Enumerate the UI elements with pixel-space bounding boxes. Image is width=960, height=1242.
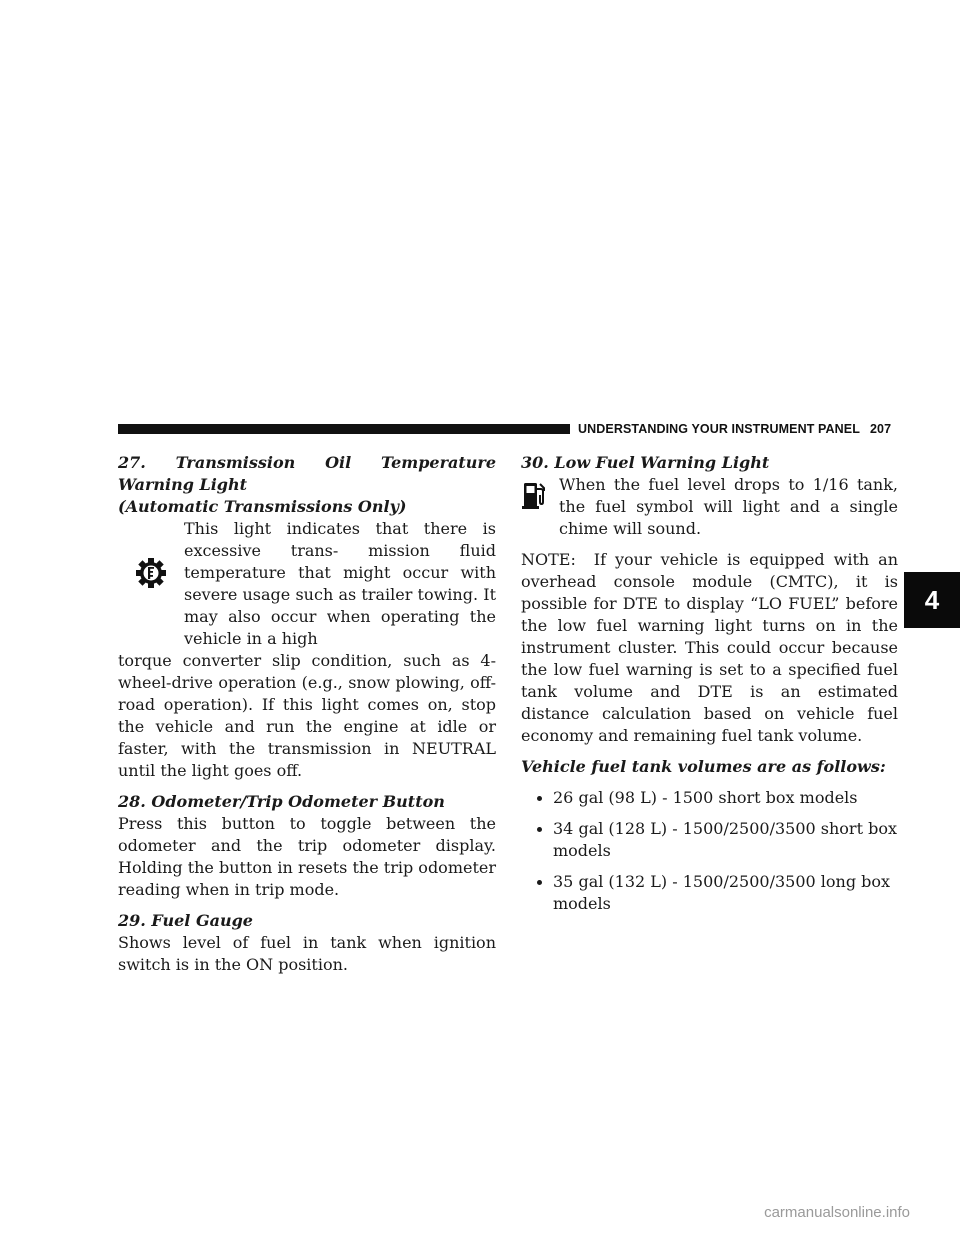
fuel-pump-icon xyxy=(521,474,559,540)
left-column xyxy=(118,452,496,976)
right-column xyxy=(521,452,898,915)
page-number: 207 xyxy=(869,422,892,436)
tank-volumes-list xyxy=(521,787,898,915)
item28-body: Press this button to toggle between the odometer and the trip odometer display. Holding the button in resets the trip odometer reading when in trip mode. xyxy=(118,814,496,899)
chapter-tab: 4 xyxy=(904,572,960,628)
list-item: 35 gal (132 L) - 1500/2500/3500 long box models xyxy=(521,871,898,915)
item27-icon-block xyxy=(118,518,496,650)
item27-body-beside-icon: This light indicates that there is excessive trans- mission fluid temperature that might occur with severe usage such as trailer towing. It may also occur when operating the vehicle in a high xyxy=(184,519,496,648)
header-rule xyxy=(118,424,570,434)
note-label: NOTE: xyxy=(521,550,576,569)
note-text: If your vehicle is equipped with an overhead console module (CMTC), it is possible for DTE to display “LO FUEL” before the low fuel warning light turns on in the instrument cluster. This could occur because the low fuel warning is set to a specified fuel tank volume and DTE is an estimated distance calculation based on vehicle fuel economy and remaining fuel tank volume. xyxy=(521,550,898,745)
watermark: carmanualsonline.info xyxy=(764,1204,910,1221)
footer xyxy=(0,1204,960,1228)
item29-body: Shows level of fuel in tank when ignition switch is in the ON position. xyxy=(118,933,496,974)
running-head xyxy=(578,422,891,438)
item30-body-beside-icon: When the fuel level drops to 1/16 tank, the fuel symbol will light and a single chime will sound. xyxy=(559,475,898,538)
transmission-temperature-icon xyxy=(118,518,184,628)
list-item: 26 gal (98 L) - 1500 short box models xyxy=(521,787,898,809)
note-paragraph xyxy=(521,549,898,747)
item28-heading: 28. Odometer/Trip Odometer Button xyxy=(118,792,445,811)
item30-heading: 30. Low Fuel Warning Light xyxy=(521,453,770,472)
item27-heading xyxy=(118,452,496,518)
item27-heading-line1: 27. Transmission Oil Temperature Warning Light xyxy=(118,453,496,494)
item27-body-continued: torque converter slip condition, such as 4-wheel-drive operation (e.g., snow plowing, off- road operation). If this light comes on, stop the vehicle and run the engine at idle or faster, with the transmission in NEUTRAL until the light goes off. xyxy=(118,651,496,780)
list-item: 34 gal (128 L) - 1500/2500/3500 short box models xyxy=(521,818,898,862)
item30-icon-block xyxy=(521,474,898,540)
item27-heading-line2: (Automatic Transmissions Only) xyxy=(118,497,407,516)
tank-volumes-heading: Vehicle fuel tank volumes are as follows: xyxy=(521,757,886,776)
item29-heading: 29. Fuel Gauge xyxy=(118,911,253,930)
section-title: UNDERSTANDING YOUR INSTRUMENT PANEL xyxy=(578,422,860,436)
